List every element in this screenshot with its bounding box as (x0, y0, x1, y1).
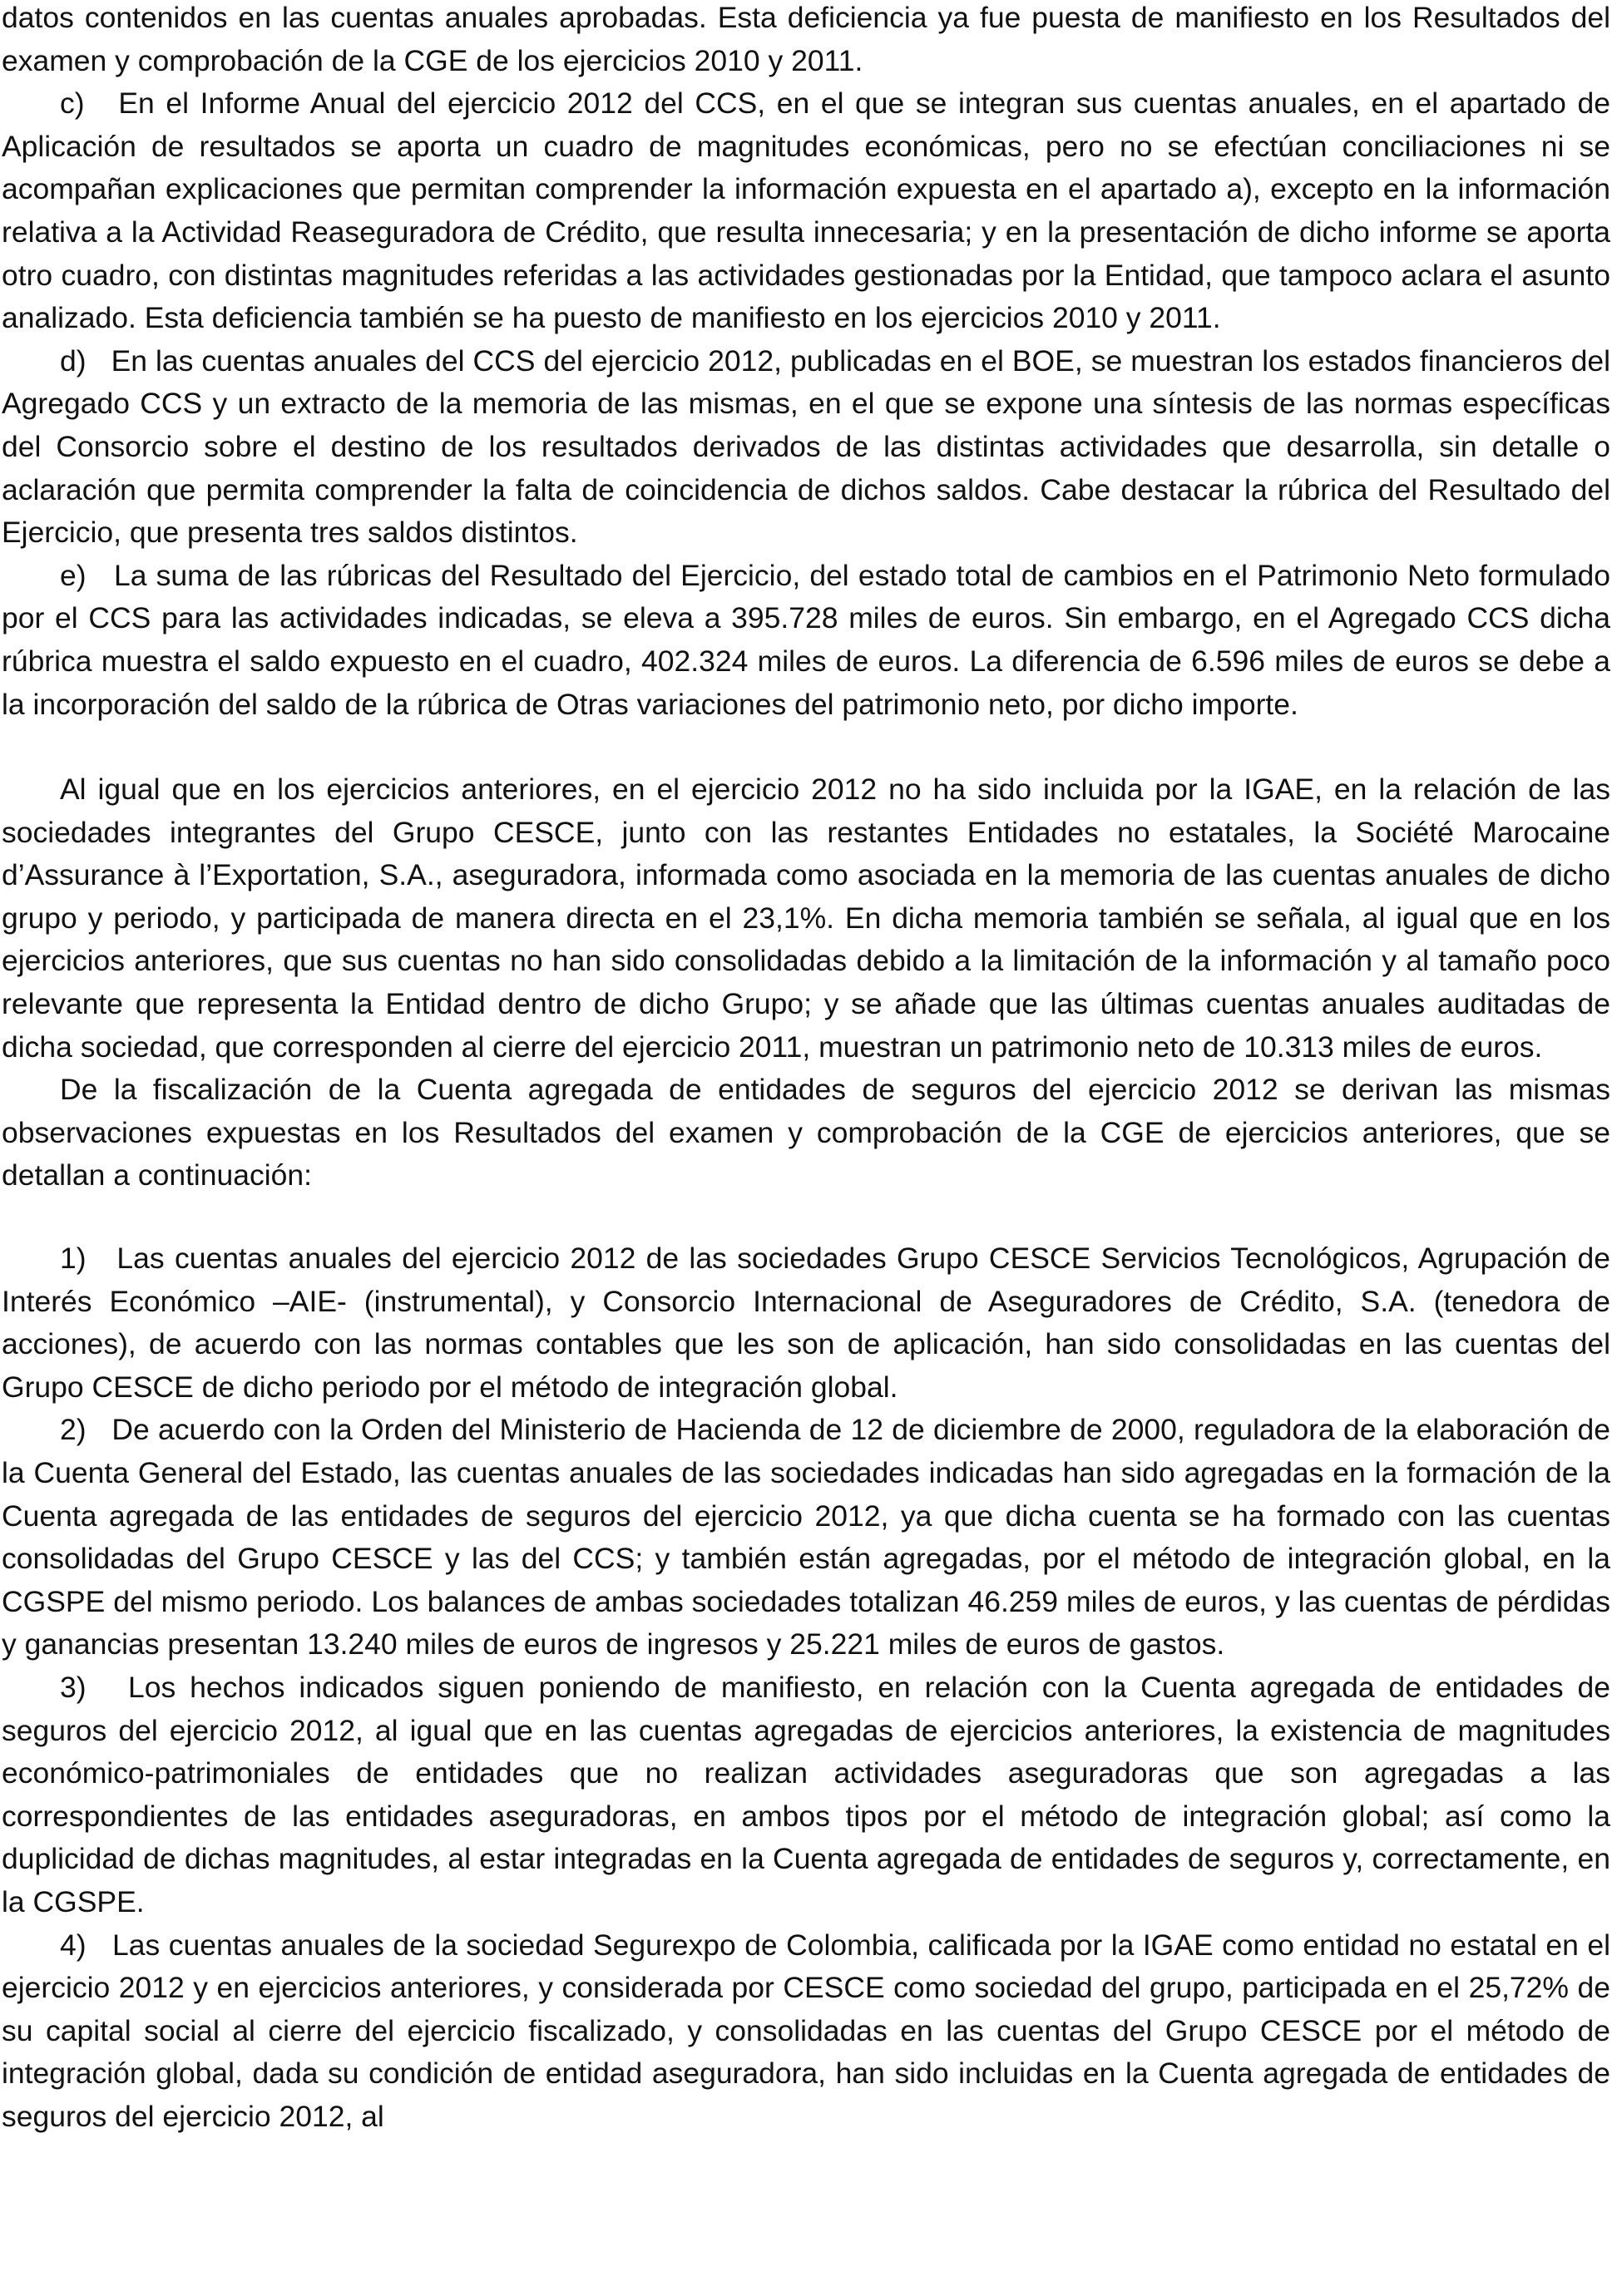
paragraph-item-2: 2) De acuerdo con la Orden del Ministerio de Hacienda de 12 de diciembre de 2000, reguladora de la elaboración de la Cuenta General del Estado, las cuentas anuales de las sociedades indicadas han sido agregadas en la formación de la Cuenta agregada de las entidades de seguros del ejercicio 2012, ya que dicha cuenta se ha formado con las cuentas consolidadas del Grupo CESCE y las del CCS; y también están agregadas, por el método de integración global, en la CGSPE del mismo periodo. Los balances de ambas sociedades totalizan 46.259 miles de euros, y las cuentas de pérdidas y ganancias presentan 13.240 miles de euros de ingresos y 25.221 miles de euros de gastos. (2, 1413, 1610, 1662)
paragraph-item-e: e) La suma de las rúbricas del Resultado del Ejercicio, del estado total de cambios en el Patrimonio Neto formulado por el CCS para las actividades indicadas, se eleva a 395.728 miles de euros. Sin embargo, en el Agregado CCS dicha rúbrica muestra el saldo expuesto en el cuadro, 402.324 miles de euros. La diferencia de 6.596 miles de euros se debe a la incorporación del saldo de la rúbrica de Otras variaciones del patrimonio neto, por dicho importe. (2, 558, 1610, 721)
paragraph-fiscalizacion: De la fiscalización de la Cuenta agregada de entidades de seguros del ejercicio 2012 se derivan las mismas observaciones expuestas en los Resultados del examen y comprobación de la CGE de ejercicios anteriores, que se detallan a continuación: (2, 1073, 1610, 1192)
paragraph-item-1: 1) Las cuentas anuales del ejercicio 2012 de las sociedades Grupo CESCE Servicios Tecnológicos, Agrupación de Interés Económico –AIE- (instrumental), y Consorcio Internacional de Aseguradores de Crédito, S.A. (tenedora de acciones), de acuerdo con las normas contables que les son de aplicación, han sido consolidadas en las cuentas del Grupo CESCE de dicho periodo por el método de integración global. (2, 1242, 1610, 1404)
paragraph-spacer (2, 1197, 1610, 1237)
paragraph-item-d: d) En las cuentas anuales del CCS del ejercicio 2012, publicadas en el BOE, se muestran los estados financieros del Agregado CCS y un extracto de la memoria de las mismas, en el que se expone una síntesis de las normas específicas del Consorcio sobre el destino de los resultados derivados de las distintas actividades que desarrolla, sin detalle o aclaración que permita comprender la falta de coincidencia de dichos saldos. Cabe destacar la rúbrica del Resultado del Ejercicio, que presenta tres saldos distintos. (2, 343, 1610, 550)
paragraph-item-3: 3) Los hechos indicados siguen poniendo de manifiesto, en relación con la Cuenta agregada de entidades de seguros del ejercicio 2012, al igual que en las cuentas agregadas de ejercicios anteriores, la existencia de magnitudes económico-patrimoniales de entidades que no realizan actividades aseguradoras que son agregadas a las correspondientes de las entidades aseguradoras, en ambos tipos por el método de integración global; así como la duplicidad de dichas magnitudes, al estar integradas en la Cuenta agregada de entidades de seguros y, correctamente, en la CGSPE. (2, 1670, 1610, 1918)
paragraph-spacer (2, 726, 1610, 768)
paragraph-continuation: datos contenidos en las cuentas anuales aprobadas. Esta deficiencia ya fue puesta de manifiesto en los Resultados del examen y comprobación de la CGE de los ejercicios 2010 y 2011. (2, 1, 1610, 77)
paragraph-item-c: c) En el Informe Anual del ejercicio 2012 del CCS, en el que se integran sus cuentas anuales, en el apartado de Aplicación de resultados se aporta un cuadro de magnitudes económicas, pero no se efectúan conciliaciones ni se acompañan explicaciones que permitan comprender la información expuesta en el apartado a), excepto en la información relativa a la Actividad Reaseguradora de Crédito, que resulta innecesaria; y en la presentación de dicho informe se aporta otro cuadro, con distintas magnitudes referidas a las actividades gestionadas por la Entidad, que tampoco aclara el asunto analizado. Esta deficiencia también se ha puesto de manifiesto en los ejercicios 2010 y 2011. (2, 86, 1610, 335)
paragraph-smae: Al igual que en los ejercicios anteriores, en el ejercicio 2012 no ha sido incluida por la IGAE, en la relación de las sociedades integrantes del Grupo CESCE, junto con las restantes Entidades no estatales, la Société Marocaine d’Assurance à l’Exportation, S.A., aseguradora, informada como asociada en la memoria de las cuentas anuales de dicho grupo y periodo, y participada de manera directa en el 23,1%. En dicha memoria también se señala, al igual que en los ejercicios anteriores, que sus cuentas no han sido consolidadas debido a la limitación de la información y al tamaño poco relevante que representa la Entidad dentro de dicho Grupo; y se añade que las últimas cuentas anuales auditadas de dicha sociedad, que corresponden al cierre del ejercicio 2011, muestran un patrimonio neto de 10.313 miles de euros. (2, 773, 1610, 1064)
paragraph-item-4: 4) Las cuentas anuales de la sociedad Segurexpo de Colombia, calificada por la IGAE como entidad no estatal en el ejercicio 2012 y en ejercicios anteriores, y considerada por CESCE como sociedad del grupo, participada en el 25,72% de su capital social al cierre del ejercicio fiscalizado, y consolidadas en las cuentas del Grupo CESCE por el método de integración global, dada su condición de entidad aseguradora, han sido incluidas en la Cuenta agregada de entidades de seguros del ejercicio 2012, al (2, 1928, 1610, 2133)
